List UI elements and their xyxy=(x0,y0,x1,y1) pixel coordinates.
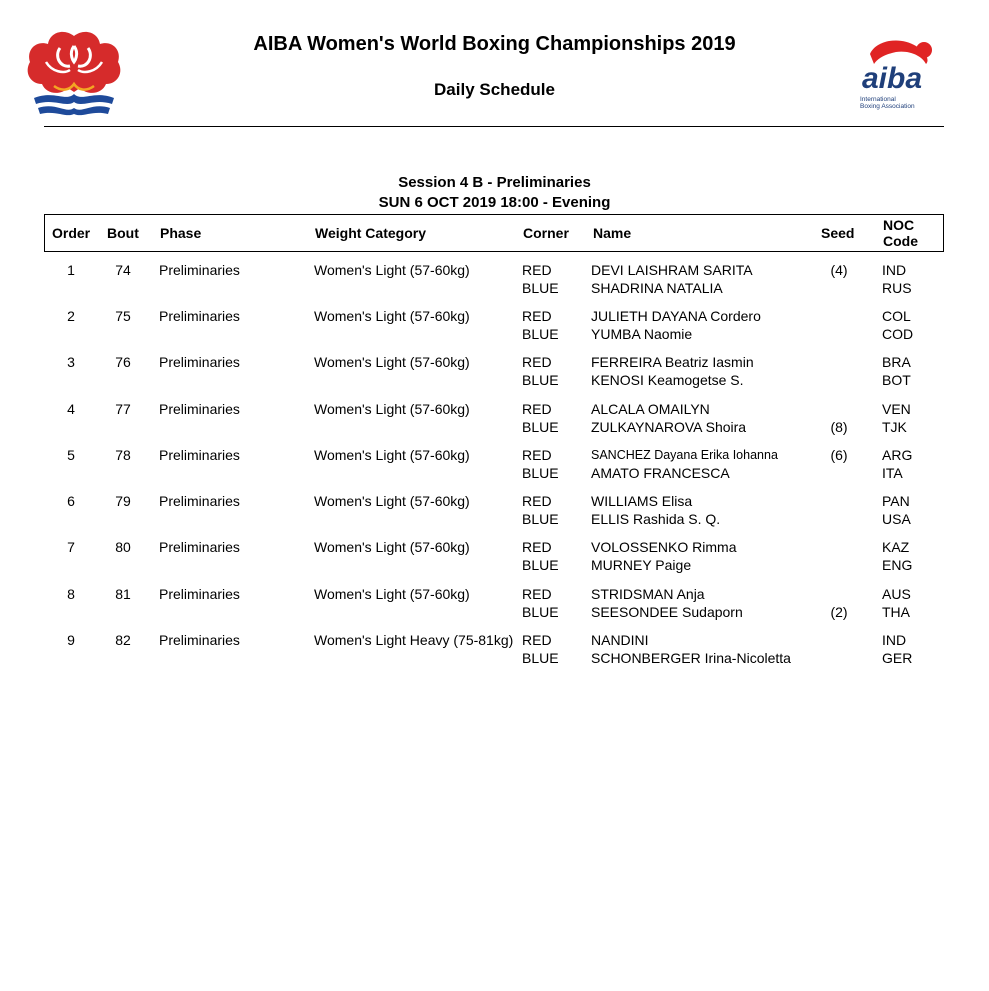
row-order: 8 xyxy=(67,586,75,602)
table-row xyxy=(0,446,989,492)
blue-corner: BLUE xyxy=(522,465,559,481)
table-row xyxy=(0,492,989,538)
col-bout-header: Bout xyxy=(107,225,139,241)
red-corner: RED xyxy=(522,539,552,555)
blue-corner: BLUE xyxy=(522,280,559,296)
row-phase: Preliminaries xyxy=(159,401,240,417)
header-divider xyxy=(44,126,944,127)
session-title: Session 4 B - Preliminaries xyxy=(398,174,591,191)
table-row xyxy=(0,353,989,399)
red-noc: BRA xyxy=(882,354,911,370)
red-corner: RED xyxy=(522,447,552,463)
row-order: 1 xyxy=(67,262,75,278)
row-phase: Preliminaries xyxy=(159,586,240,602)
red-noc: PAN xyxy=(882,493,910,509)
table-row xyxy=(0,631,989,677)
row-order: 5 xyxy=(67,447,75,463)
session-datetime: SUN 6 OCT 2019 18:00 - Evening xyxy=(378,194,611,211)
col-noc-header-line2: Code xyxy=(883,233,918,249)
aiba-org-line1: International xyxy=(860,96,896,103)
row-weight: Women's Light (57-60kg) xyxy=(314,308,470,324)
row-bout: 74 xyxy=(115,262,131,278)
blue-noc: GER xyxy=(882,650,913,666)
row-order: 3 xyxy=(67,354,75,370)
row-phase: Preliminaries xyxy=(159,539,240,555)
red-name: ALCALA OMAILYN xyxy=(591,401,710,417)
red-corner: RED xyxy=(522,586,552,602)
col-seed-header: Seed xyxy=(821,225,855,241)
row-bout: 80 xyxy=(115,539,131,555)
aiba-logo-text: aiba xyxy=(862,62,923,95)
red-corner: RED xyxy=(522,308,552,324)
row-order: 7 xyxy=(67,539,75,555)
col-corner-header: Corner xyxy=(523,225,569,241)
red-seed: (6) xyxy=(830,447,848,463)
row-phase: Preliminaries xyxy=(159,632,240,648)
col-order-header: Order xyxy=(52,225,91,241)
row-order: 6 xyxy=(67,493,75,509)
red-corner: RED xyxy=(522,632,552,648)
row-bout: 79 xyxy=(115,493,131,509)
red-name: FERREIRA Beatriz Iasmin xyxy=(591,354,754,370)
row-weight: Women's Light (57-60kg) xyxy=(314,262,470,278)
row-weight: Women's Light (57-60kg) xyxy=(314,539,470,555)
row-order: 2 xyxy=(67,308,75,324)
blue-seed: (8) xyxy=(830,419,848,435)
blue-corner: BLUE xyxy=(522,511,559,527)
row-bout: 78 xyxy=(115,447,131,463)
red-noc: ARG xyxy=(882,447,913,463)
table-row xyxy=(0,538,989,584)
blue-name: ELLIS Rashida S. Q. xyxy=(591,511,721,527)
red-corner: RED xyxy=(522,262,552,278)
red-noc: IND xyxy=(882,262,907,278)
red-corner: RED xyxy=(522,493,552,509)
blue-noc: USA xyxy=(882,511,911,527)
row-weight: Women's Light (57-60kg) xyxy=(314,493,470,509)
row-order: 9 xyxy=(67,632,75,648)
blue-noc: RUS xyxy=(882,280,912,296)
col-weight-header: Weight Category xyxy=(315,225,426,241)
page-title: AIBA Women's World Boxing Championships 2019 xyxy=(253,33,736,55)
aiba-org-name xyxy=(860,96,915,110)
blue-noc: ITA xyxy=(882,465,903,481)
blue-corner: BLUE xyxy=(522,326,559,342)
blue-corner: BLUE xyxy=(522,557,559,573)
page-subtitle: Daily Schedule xyxy=(434,80,555,99)
row-weight: Women's Light (57-60kg) xyxy=(314,586,470,602)
row-phase: Preliminaries xyxy=(159,493,240,509)
blue-noc: THA xyxy=(882,604,910,620)
row-bout: 77 xyxy=(115,401,131,417)
col-noc-header xyxy=(883,217,918,249)
red-noc: VEN xyxy=(882,401,911,417)
row-phase: Preliminaries xyxy=(159,447,240,463)
blue-name: SHADRINA NATALIA xyxy=(591,280,723,296)
blue-seed: (2) xyxy=(830,604,848,620)
blue-name: SCHONBERGER Irina-Nicoletta xyxy=(591,650,791,666)
col-name-header: Name xyxy=(593,225,632,241)
blue-name: YUMBA Naomie xyxy=(591,326,693,342)
aiba-logo xyxy=(846,36,946,116)
row-bout: 82 xyxy=(115,632,131,648)
red-name: NANDINI xyxy=(591,632,649,648)
red-corner: RED xyxy=(522,401,552,417)
blue-name: KENOSI Keamogetse S. xyxy=(591,372,744,388)
col-noc-header-line1: NOC xyxy=(883,217,915,233)
blue-name: MURNEY Paige xyxy=(591,557,692,573)
table-row xyxy=(0,261,989,307)
row-phase: Preliminaries xyxy=(159,262,240,278)
blue-noc: TJK xyxy=(882,419,907,435)
red-seed: (4) xyxy=(830,262,848,278)
table-row xyxy=(0,307,989,353)
aiba-org-line2: Boxing Association xyxy=(860,103,915,110)
row-order: 4 xyxy=(67,401,75,417)
row-weight: Women's Light (57-60kg) xyxy=(314,401,470,417)
blue-corner: BLUE xyxy=(522,419,559,435)
row-weight: Women's Light (57-60kg) xyxy=(314,354,470,370)
aiba-logo-mark xyxy=(846,36,946,96)
red-name: JULIETH DAYANA Cordero xyxy=(591,308,761,324)
red-noc: IND xyxy=(882,632,907,648)
row-bout: 76 xyxy=(115,354,131,370)
blue-name: ZULKAYNAROVA Shoira xyxy=(591,419,747,435)
red-noc: KAZ xyxy=(882,539,910,555)
row-phase: Preliminaries xyxy=(159,354,240,370)
red-noc: COL xyxy=(882,308,911,324)
col-phase-header: Phase xyxy=(160,225,202,241)
red-name: VOLOSSENKO Rimma xyxy=(591,539,737,555)
table-header xyxy=(44,214,944,252)
row-weight: Women's Light (57-60kg) xyxy=(314,447,470,463)
blue-noc: BOT xyxy=(882,372,911,388)
red-corner: RED xyxy=(522,354,552,370)
row-bout: 81 xyxy=(115,586,131,602)
blue-corner: BLUE xyxy=(522,372,559,388)
blue-corner: BLUE xyxy=(522,604,559,620)
red-name: STRIDSMAN Anja xyxy=(591,586,705,602)
red-noc: AUS xyxy=(882,586,911,602)
blue-name: AMATO FRANCESCA xyxy=(591,465,730,481)
blue-corner: BLUE xyxy=(522,650,559,666)
blue-noc: COD xyxy=(882,326,914,342)
red-name: WILLIAMS Elisa xyxy=(591,493,693,509)
blue-name: SEESONDEE Sudaporn xyxy=(591,604,743,620)
row-phase: Preliminaries xyxy=(159,308,240,324)
row-weight: Women's Light Heavy (75-81kg) xyxy=(314,632,514,648)
table-row xyxy=(0,585,989,631)
blue-noc: ENG xyxy=(882,557,913,573)
red-name: DEVI LAISHRAM SARITA xyxy=(591,262,753,278)
red-name: SANCHEZ Dayana Erika Iohanna xyxy=(591,448,778,462)
row-bout: 75 xyxy=(115,308,131,324)
table-row xyxy=(0,400,989,446)
